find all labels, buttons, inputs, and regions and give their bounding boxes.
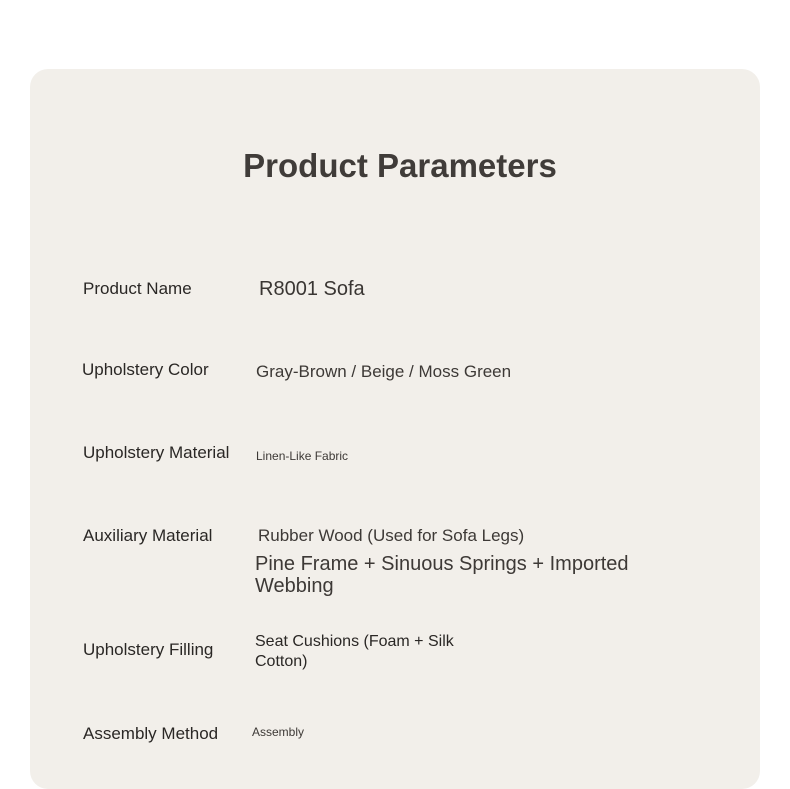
param-value-upholstery-filling: Seat Cushions (Foam + Silk Cotton) xyxy=(255,633,454,670)
param-value-auxiliary-material-1: Rubber Wood (Used for Sofa Legs) xyxy=(258,526,525,545)
param-label-upholstery-material: Upholstery Material xyxy=(83,443,230,462)
param-label-upholstery-filling: Upholstery Filling xyxy=(83,640,214,659)
param-label-product-name: Product Name xyxy=(83,279,192,298)
param-label-assembly-method: Assembly Method xyxy=(83,724,219,743)
param-value-auxiliary-material-2: Pine Frame + Sinuous Springs + Imported Webbing xyxy=(255,553,629,597)
param-value-upholstery-color: Gray-Brown / Beige / Moss Green xyxy=(256,362,512,381)
param-label-upholstery-color: Upholstery Color xyxy=(82,360,209,379)
param-value-assembly-method: Assembly xyxy=(252,725,305,739)
param-value-product-name: R8001 Sofa xyxy=(259,278,365,300)
param-label-auxiliary-material: Auxiliary Material xyxy=(83,526,213,545)
page-title: Product Parameters xyxy=(243,147,557,184)
param-value-upholstery-material: Linen-Like Fabric xyxy=(256,449,349,463)
